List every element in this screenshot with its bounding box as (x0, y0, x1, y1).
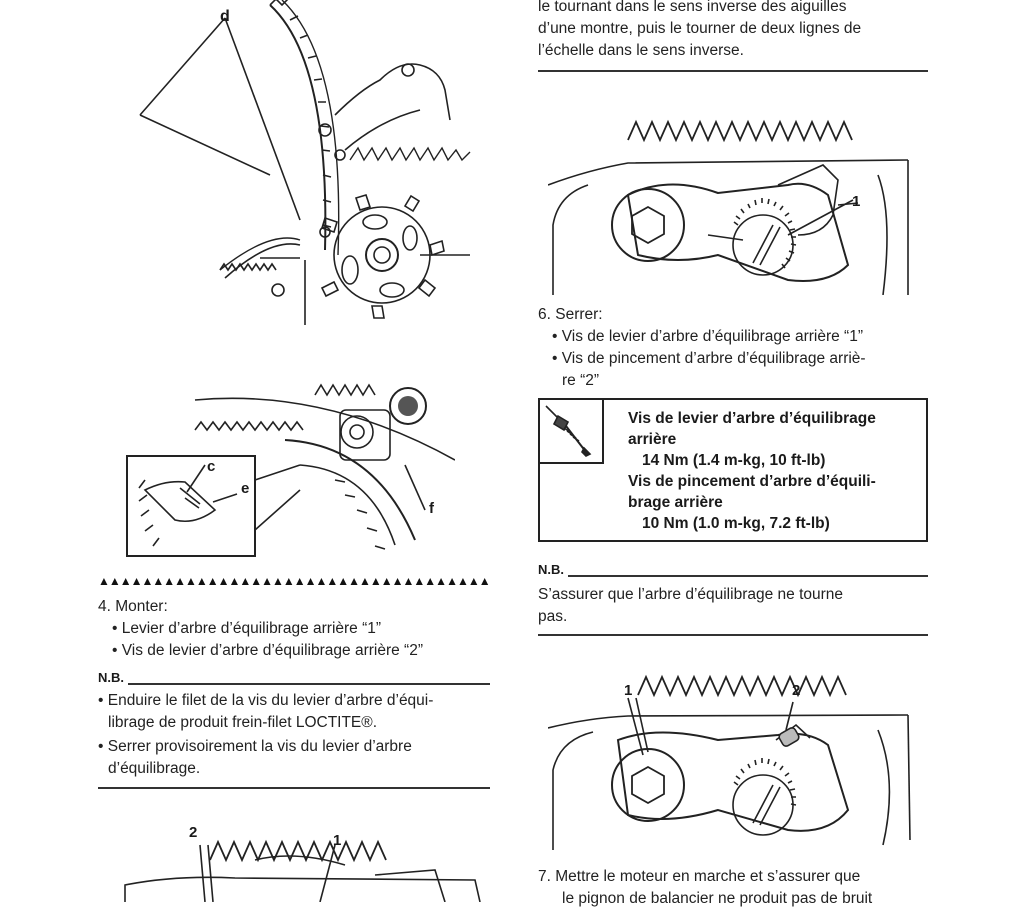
figure-label-1: 1 (624, 682, 633, 699)
figure-balancer-tightened (548, 640, 918, 855)
tightening-icon-cell (540, 400, 604, 464)
nb-left-line-3: • Serrer provisoirement la vis du levier d’arbre (98, 738, 412, 755)
step-6-title: 6. Serrer: (538, 306, 603, 323)
nb-end-rule-right (538, 634, 928, 636)
nb-right-line-2: pas. (538, 608, 568, 625)
nb-label-right: N.B. (538, 562, 564, 577)
step-7-line-2: le pignon de balancier ne produit pas de bruit (562, 890, 873, 907)
figure-label-e: e (241, 480, 250, 497)
figure-label-c: c (207, 458, 216, 475)
step-6-bullet-2-cont: re “2” (562, 372, 600, 389)
spec-item-2-name: Vis de pincement d’arbre d’équili- (628, 473, 876, 490)
caution-marker-row: ▲▲▲▲▲▲▲▲▲▲▲▲▲▲▲▲▲▲▲▲▲▲▲▲▲▲▲▲▲▲▲▲▲▲▲▲ (98, 574, 490, 588)
step-6-bullet-1: • Vis de levier d’arbre d’équilibrage arrière “1” (552, 328, 863, 345)
figure-lever-inset (125, 370, 455, 570)
spec-item-1-name-cont: arrière (628, 431, 677, 448)
spec-item-2-torque: 10 Nm (1.0 m-kg, 7.2 ft-lb) (642, 515, 830, 532)
figure-balancer-scale (548, 85, 918, 295)
intro-line-3: l’échelle dans le sens inverse. (538, 42, 744, 59)
torque-spec-text (628, 408, 928, 534)
nb-end-rule-left (98, 787, 490, 789)
torque-spec-box (538, 398, 928, 542)
nb-rule-left (128, 683, 490, 685)
figure-label-1: 1 (333, 832, 342, 849)
nb-left-line-4: d’équilibrage. (108, 760, 201, 777)
nb-rule-right (568, 575, 928, 577)
step-4-bullet-2: • Vis de levier d’arbre d’équilibrage arrière “2” (112, 642, 423, 659)
nb-left-line-2: librage de produit frein-filet LOCTITE®. (108, 714, 378, 731)
intro-line-2: d’une montre, puis le tourner de deux lignes de (538, 20, 862, 37)
spec-item-1-name: Vis de levier d’arbre d’équilibrage (628, 410, 876, 427)
step-4-bullet-1: • Levier d’arbre d’équilibrage arrière “1” (112, 620, 382, 637)
nb-right-line-1: S’assurer que l’arbre d’équilibrage ne tourne (538, 586, 844, 603)
figure-label-2: 2 (189, 824, 198, 841)
figure-gear-chain (120, 0, 480, 330)
spec-item-2-name-cont: brage arrière (628, 494, 723, 511)
intro-rule (538, 70, 928, 72)
figure-lever-bottom (115, 800, 495, 902)
step-6-bullet-2: • Vis de pincement d’arbre d’équilibrage arriè- (552, 350, 866, 367)
step-4-title: 4. Monter: (98, 598, 168, 615)
step-7-line-1: 7. Mettre le moteur en marche et s’assurer que (538, 868, 861, 885)
figure-label-d: d (220, 8, 230, 25)
figure-label-1: 1 (852, 193, 861, 210)
nb-left-line-1: • Enduire le filet de la vis du levier d’arbre d’équi- (98, 692, 434, 709)
figure-label-2: 2 (792, 682, 801, 699)
nb-label-left: N.B. (98, 670, 124, 685)
tightening-bolt-icon (540, 400, 600, 460)
figure-label-f: f (429, 500, 434, 517)
spec-item-1-torque: 14 Nm (1.4 m-kg, 10 ft-lb) (642, 452, 826, 469)
intro-line-1: le tournant dans le sens inverse des aiguilles (538, 0, 847, 15)
